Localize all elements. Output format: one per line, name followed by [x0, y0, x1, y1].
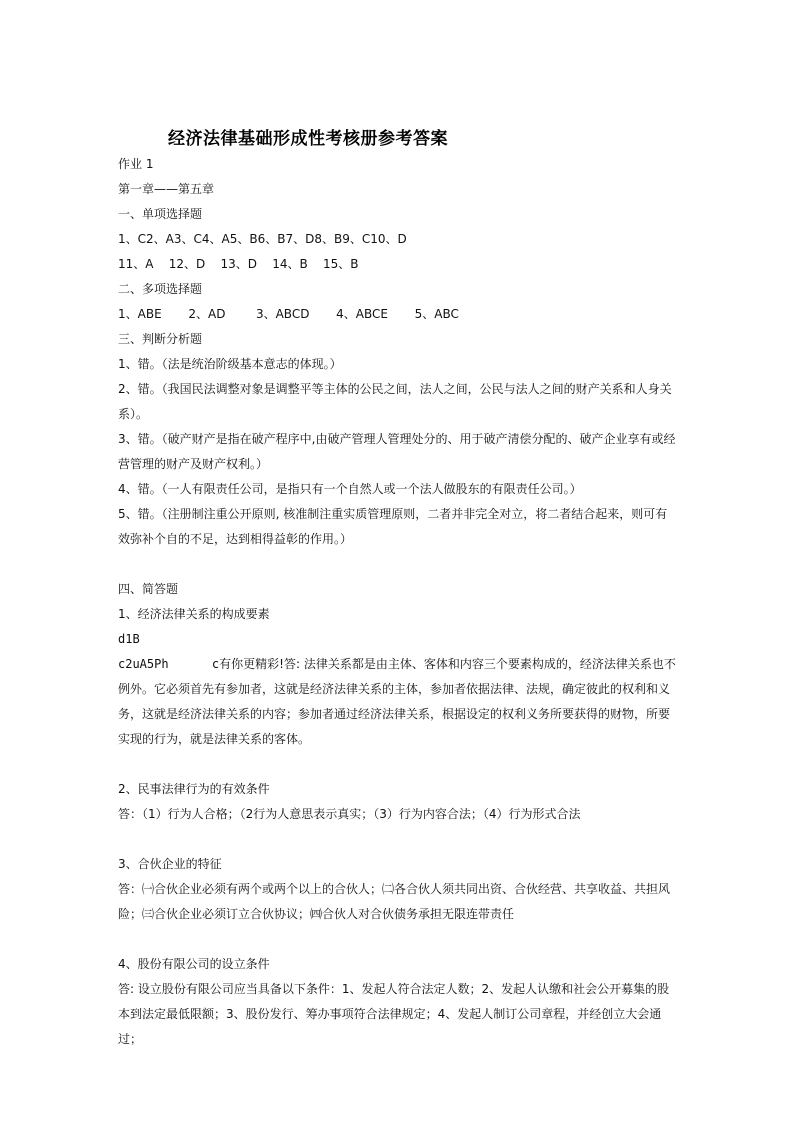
- single-choice-answers-line-1: 1、C2、A3、C4、A5、B6、B7、D8、B9、C10、D: [118, 232, 407, 246]
- question-1-title: 1、经济法律关系的构成要素: [118, 607, 270, 621]
- judgment-item-4: 4、错。（一人有限责任公司，是指只有一个自然人或一个法人做股东的有限责任公司。）: [118, 482, 582, 496]
- question-2-answer: 答：（1）行为人合格；（2行为人意思表示真实；（3）行为内容合法；（4）行为形式合法: [118, 807, 581, 821]
- section-heading-judgment: 三、判断分析题: [118, 332, 203, 346]
- question-4-answer: 答: 设立股份有限公司应当具备以下条件：1、发起人符合法定人数；2、发起人认缴和社会公开募集的股本到法定最低限额；3、股份发行、筹办事项符合法律规定；4、发起人制订公司章程，并经创立大会通过；: [118, 982, 670, 1046]
- document-body: [118, 152, 678, 1052]
- judgment-item-2: 2、错。（我国民法调整对象是调整平等主体的公民之间，法人之间，公民与法人之间的财产关系和人身关系）。: [118, 382, 672, 421]
- question-3-answer: 答：㈠合伙企业必须有两个或两个以上的合伙人；㈡各合伙人须共同出资、合伙经营、共享收益、共担风险；㈢合伙企业必须订立合伙协议；㈣合伙人对合伙债务承担无限连带责任: [118, 882, 671, 921]
- judgment-item-1: 1、错。（法是统治阶级基本意志的体现。）: [118, 357, 342, 371]
- multiple-choice-answers: 1、ABE 2、AD 3、ABCD 4、ABCE 5、ABC: [118, 307, 459, 321]
- question-1-answer: [118, 652, 678, 752]
- section-spacer: [118, 552, 678, 577]
- section-heading-short-answer: 四、简答题: [118, 582, 179, 596]
- answer-spacer-3: [118, 927, 678, 952]
- chapter-range: 第一章——第五章: [118, 182, 215, 196]
- section-heading-multiple-choice: 二、多项选择题: [118, 282, 203, 296]
- document-title: 经济法律基础形成性考核册参考答案: [168, 129, 448, 149]
- question-3-title: 3、合伙企业的特征: [118, 857, 222, 871]
- question-2-title: 2、民事法律行为的有效条件: [118, 782, 270, 796]
- question-4-title: 4、股份有限公司的设立条件: [118, 957, 270, 971]
- question-1-noise-text: d1B: [118, 632, 140, 646]
- section-heading-single-choice: 一、单项选择题: [118, 207, 203, 221]
- question-1-noise-prefix: c2uA5Ph c: [118, 657, 220, 671]
- question-1-answer-text: 有你更精彩!答: 法律关系都是由主体、客体和内容三个要素构成的，经济法律关系也不例外。它必须首先有参加者，这就是经济法律关系的主体，参加者依据法律、法规，确定彼此的权利和义务，这就是经济法律关系的内容；参加者通过经济法律关系，根据设定的权利义务所要获得的财物，所要实现的行为，就是法律关系的客体。: [118, 657, 676, 746]
- answer-spacer-1: [118, 752, 678, 777]
- single-choice-answers-line-2: 11、A 12、D 13、D 14、B 15、B: [118, 257, 359, 271]
- judgment-item-5: 5、错。（注册制注重公开原则, 核准制注重实质管理原则，二者并非完全对立，将二者结合起来，则可有效弥补个自的不足，达到相得益彰的作用。）: [118, 507, 668, 546]
- judgment-item-3: 3、错。（破产财产是指在破产程序中,由破产管理人管理处分的、用于破产清偿分配的、破产企业享有或经营管理的财产及财产权利。）: [118, 432, 676, 471]
- answer-spacer-2: [118, 827, 678, 852]
- assignment-label: 作业 1: [118, 157, 154, 171]
